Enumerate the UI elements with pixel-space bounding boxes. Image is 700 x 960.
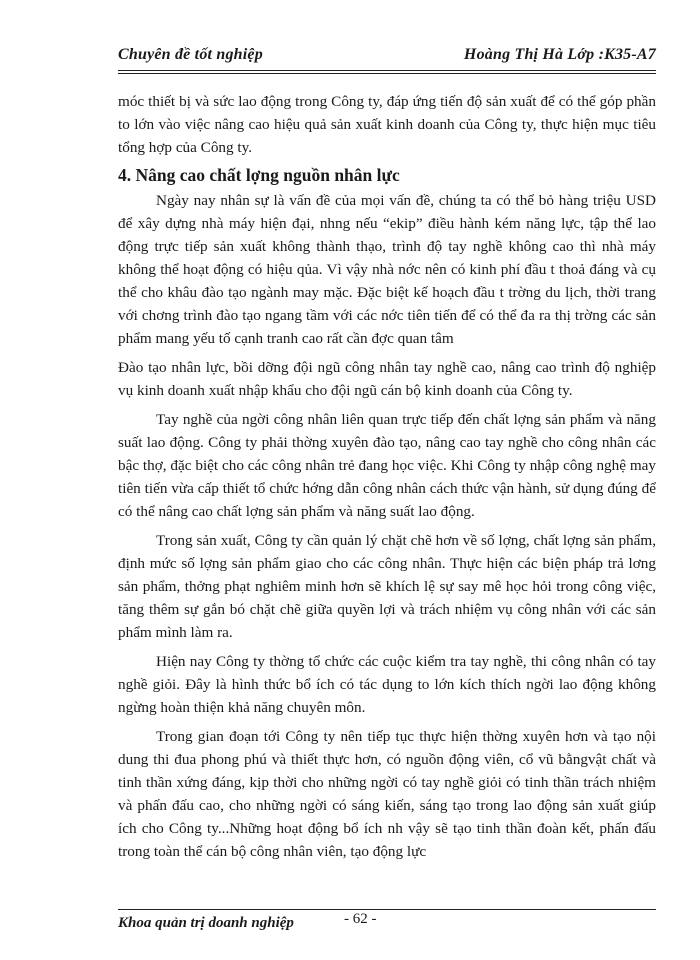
paragraph: Tay nghề của ngời công nhân liên quan trực tiếp đến chất lợng sản phẩm và năng suất lao động. Công ty phải thờng xuyên đào tạo, nâng cao tay nghề cho công nhân các bậc thợ, đặc biệt cho các công nhân trẻ đang học việc. Khi Công ty nhập công nghệ may tiên tiến vừa cấp thiết tổ chức hớng dẫn công nhân cách thức vận hành, sử dụng đúng để có thể nâng cao chất lợng sản phẩm và năng suất lao động. bbox=[118, 411, 656, 520]
paragraph: Đào tạo nhân lực, bồi dỡng đội ngũ công nhân tay nghề cao, nâng cao trình độ nghiệp vụ kinh doanh xuất nhập khẩu cho đội ngũ cán bộ kinh doanh của Công ty. bbox=[118, 359, 656, 399]
section-heading: 4. Nâng cao chất lợng nguồn nhân lực bbox=[118, 165, 400, 185]
paragraph: Hiện nay Công ty thờng tổ chức các cuộc kiểm tra tay nghề, thi công nhân có tay nghề giỏi. Đây là hình thức bổ ích có tác dụng to lớn kích thích ngời lao động không ngừng hoàn thiện khả năng chuyên môn. bbox=[118, 653, 656, 716]
footer-faculty: Khoa quản trị doanh nghiệp bbox=[118, 915, 294, 931]
paragraph-continued: móc thiết bị và sức lao động trong Công ty, đáp ứng tiến độ sản xuất để có thể góp phần to lớn vào việc nâng cao hiệu quả sản xuất kinh doanh của Công ty, thực hiện mục tiêu tổng hợp của Công ty. bbox=[118, 93, 656, 156]
header-author-class: Hoàng Thị Hà Lớp :K35-A7 bbox=[463, 46, 656, 63]
footer-rule bbox=[118, 909, 656, 910]
page-footer bbox=[118, 911, 656, 935]
page-header bbox=[118, 46, 656, 68]
header-rule bbox=[118, 70, 656, 74]
header-thesis-title: Chuyên đề tốt nghiệp bbox=[118, 46, 263, 63]
paragraph: Trong gian đoạn tới Công ty nên tiếp tục thực hiện thờng xuyên hơn và tạo nội dung thi đua phong phú và thiết thực hơn, có nguồn động viên, cổ vũ bằngvật chất và tinh thần xứng đáng, kịp thời cho những ngời có tay nghề giỏi có tinh thần trách nhiệm và phấn đấu cao, cho những ngời có sáng kiến, sáng tạo trong lao động sản xuất giúp ích cho Công ty...Những hoạt động bổ ích nh vậy sẽ tạo tinh thần đoàn kết, phấn đấu trong toàn thể cán bộ công nhân viên, tạo động lực bbox=[118, 728, 656, 860]
paragraph: Trong sản xuất, Công ty cần quản lý chặt chẽ hơn về số lợng, chất lợng sản phẩm, định mức số lợng sản phẩm giao cho các công nhân. Thực hiện các biện pháp trả lơng sản phẩm, thởng phạt nghiêm minh hơn sẽ khích lệ sự say mê học hỏi trong công việc, tăng thêm sự gắn bó chặt chẽ giữa quyền lợi và trách nhiệm vụ công nhân với các sản phẩm mình làm ra. bbox=[118, 532, 656, 641]
page-body bbox=[118, 90, 656, 863]
page-number: - 62 - bbox=[344, 911, 377, 927]
paragraph: Ngày nay nhân sự là vấn đề của mọi vấn đề, chúng ta có thể bỏ hàng triệu USD để xây dựng nhà máy hiện đại, nhng nếu “ekip” điều hành kém năng lực, tập thể lao động trực tiếp sản xuất không thành thạo, trình độ tay nghề không cao thì nhà máy không thể hoạt động có hiệu qủa. Vì vậy nhà nớc nên có kinh phí đầu t thoả đáng và cụ thể cho khâu đào tạo ngành may mặc. Đặc biệt kế hoạch đầu t trờng du lịch, thời trang với chơng trình đào tạo ngang tầm với các nớc tiên tiến để có thể đa ra thị trờng các sản phẩm mang yếu tố cạnh tranh cao rất cần đợc quan tâm bbox=[118, 192, 656, 347]
